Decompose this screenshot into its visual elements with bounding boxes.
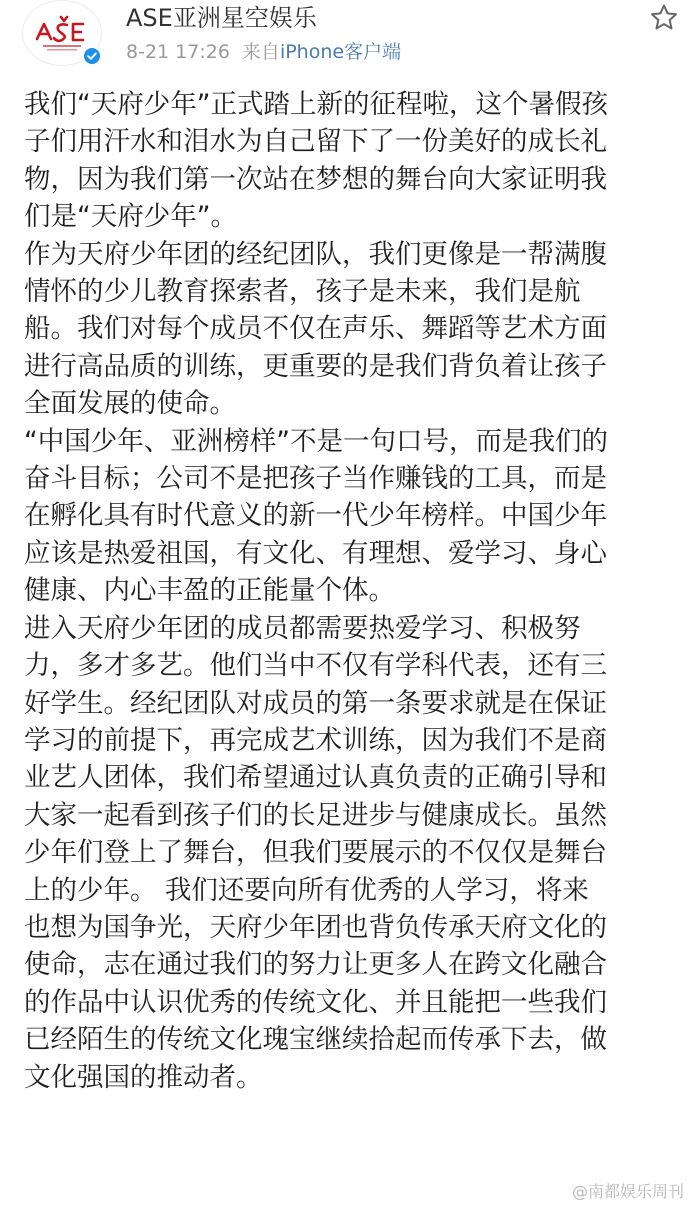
post-source-link[interactable]: iPhone客户端 (279, 41, 402, 63)
post-body (24, 86, 678, 1096)
post-paragraph: 作为天府少年团的经纪团队，我们更像是一帮满腹 情怀的少儿教育探索者，孩子是未来，我们是航 船。我们对每个成员不仅在声乐、舞蹈等艺术方面 进行高品质的训练，更重要的是我们背负着让孩子 全面发展的使命。 (24, 238, 607, 420)
author-name[interactable]: ASE亚洲星空娱乐 (126, 4, 317, 32)
post-source-prefix: 来自 (241, 41, 280, 63)
post-header (0, 0, 690, 80)
post-paragraph: 我们“天府少年”正式踏上新的征程啦，这个暑假孩 子们用汗水和泪水为自己留下了一份美好的成长礼 物，因为我们第一次站在梦想的舞台向大家证明我 们是“天府少年”。 (24, 89, 608, 233)
post-meta (126, 38, 401, 66)
post-timestamp: 8-21 17:26 (126, 41, 230, 63)
watermark: @南都娱乐周刊 (571, 1182, 684, 1201)
verified-badge-icon (82, 46, 102, 66)
post-paragraph: “中国少年、亚洲榜样”不是一句口号，而是我们的 奋斗目标；公司不是把孩子当作赚钱的工具，而是 在孵化具有时代意义的新一代少年榜样。中国少年 应该是热爱祖国，有文化、有理想、爱学习、身心 健康、内心丰盈的正能量个体。 (24, 425, 608, 607)
star-outline-icon[interactable] (648, 2, 680, 34)
post-paragraph: 进入天府少年团的成员都需要热爱学习、积极努 力，多才多艺。他们当中不仅有学科代表，还有三 好学生。经纪团队对成员的第一条要求就是在保证 学习的前提下，再完成艺术训练，因为我们不是商 业艺人团体，我们希望通过认真负责的正确引导和 大家一起看到孩子们的长足进步与健康成长。虽然 少年们登上了舞台，但我们要展示的不仅仅是舞台 上的少年。 我们还要向所有优秀的人学习，将来 也想为国争光，天府少年团也背负传承天府文化的 使命，志在通过我们的努力让更多人在跨文化融合 的作品中认识优秀的传统文化、并且能把一些我们 已经陌生的传统文化瑰宝继续拾起而传承下去，做 文化强国的推动者。 (24, 612, 607, 1093)
